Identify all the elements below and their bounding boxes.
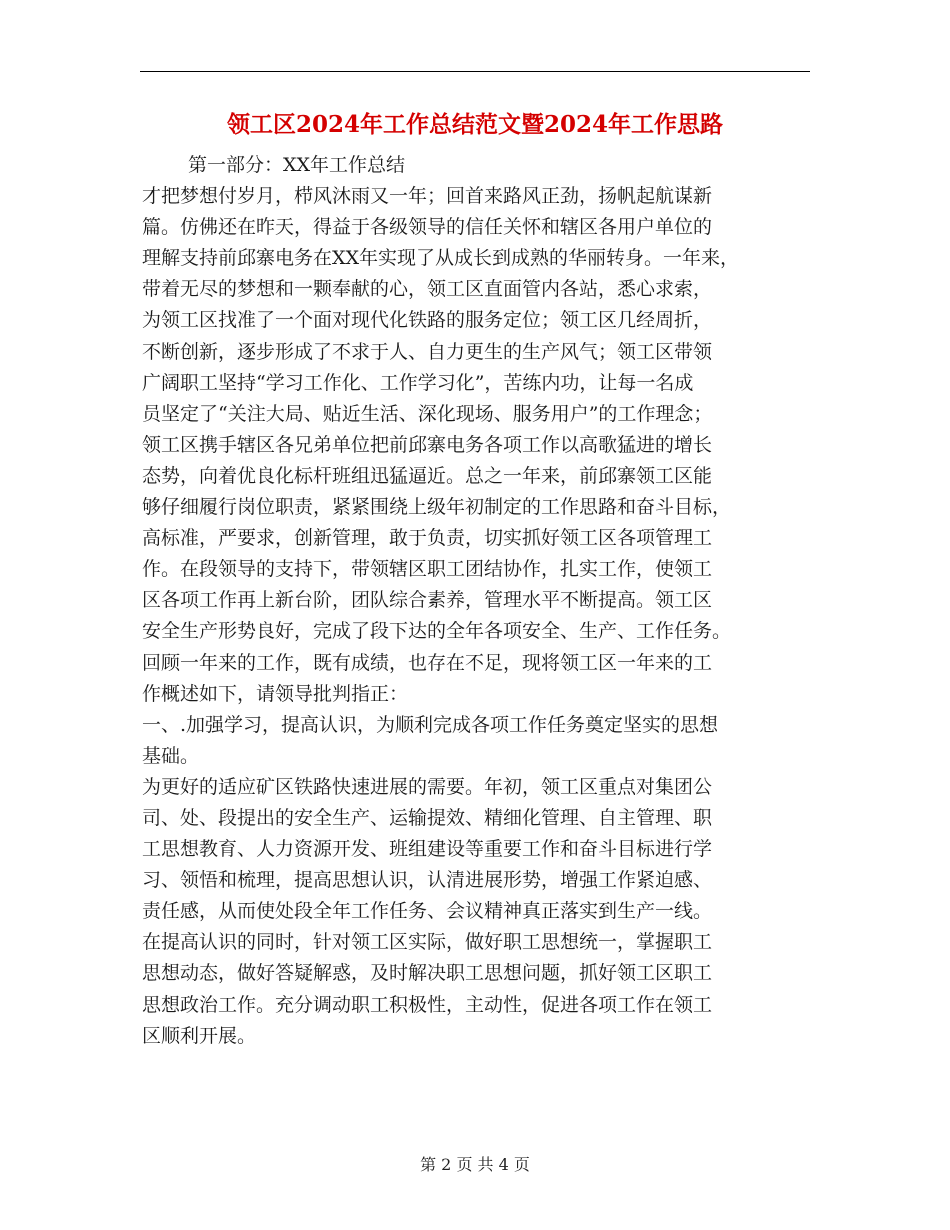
text-line: 思想动态，做好答疑解惑，及时解决职工思想问题，抓好领工区职工 [142, 962, 713, 985]
page-footer: 第 2 页 共 4 页 [420, 1155, 530, 1174]
text-line: 作概述如下，请领导批判指正： [142, 682, 409, 705]
text-line: 高标准，严要求，创新管理，敢于负责，切实抓好领工区各项管理工 [142, 527, 713, 550]
text-line: 作。在段领导的支持下，带领辖区职工团结协作，扎实工作，使领工 [142, 558, 713, 581]
text-line: 回顾一年来的工作，既有成绩，也存在不足，现将领工区一年来的工 [142, 651, 713, 674]
text-line: 思想政治工作。充分调动职工积极性，主动性，促进各项工作在领工 [142, 993, 713, 1016]
text-line: 带着无尽的梦想和一颗奉献的心，领工区直面管内各站，悉心求索， [142, 278, 713, 301]
text-line: 基础。 [142, 744, 200, 767]
text-line: 责任感，从而使处段全年工作任务、会议精神真正落实到生产一线。 [142, 900, 713, 923]
text-line: 工思想教育、人力资源开发、班组建设等重要工作和奋斗目标进行学 [142, 838, 713, 861]
text-line: 广阔职工坚持“学习工作化、工作学习化”，苦练内功，让每一名成 [142, 371, 694, 394]
text-line: 司、处、段提出的安全生产、运输提效、精细化管理、自主管理、职 [142, 806, 713, 829]
text-line: 为领工区找准了一个面对现代化铁路的服务定位；领工区几经周折， [142, 309, 713, 332]
text-line: 态势，向着优良化标杆班组迅猛逼近。总之一年来，前邱寨领工区能 [142, 464, 713, 487]
body-text [142, 181, 810, 1052]
text-line: 员坚定了“关注大局、贴近生活、深化现场、服务用户”的工作理念； [142, 402, 713, 425]
text-line: 理解支持前邱寨电务在XX年实现了从成长到成熟的华丽转身。一年来， [142, 247, 740, 270]
text-line: 不断创新，逐步形成了不求于人、自力更生的生产风气；领工区带领 [142, 340, 713, 363]
text-line: 才把梦想付岁月，栉风沐雨又一年；回首来路风正劲，扬帆起航谋新 [142, 185, 713, 208]
text-line: 篇。仿佛还在昨天，得益于各级领导的信任关怀和辖区各用户单位的 [142, 216, 713, 239]
header-rule [140, 71, 810, 72]
text-line: 区各项工作再上新台阶，团队综合素养，管理水平不断提高。领工区 [142, 589, 713, 612]
text-line: 在提高认识的同时，针对领工区实际，做好职工思想统一，掌握职工 [142, 931, 713, 954]
text-line: 习、领悟和梳理，提高思想认识，认清进展形势，增强工作紧迫感、 [142, 869, 713, 892]
document-title: 领工区2024年工作总结范文暨2024年工作思路 [226, 111, 724, 138]
text-line: 够仔细履行岗位职责，紧紧围绕上级年初制定的工作思路和奋斗目标， [142, 496, 732, 519]
text-line: 安全生产形势良好，完成了段下达的全年各项安全、生产、工作任务。 [142, 620, 732, 643]
section-heading: 第一部分：XX年工作总结 [188, 154, 406, 176]
text-line: 领工区携手辖区各兄弟单位把前邱寨电务各项工作以高歌猛进的增长 [142, 433, 713, 456]
document-body [142, 150, 810, 1052]
text-line: 区顺利开展。 [142, 1024, 257, 1047]
text-line: 一、.加强学习，提高认识，为顺利完成各项工作任务奠定坚实的思想 [142, 713, 719, 736]
text-line: 为更好的适应矿区铁路快速进展的需要。年初，领工区重点对集团公 [142, 775, 713, 798]
